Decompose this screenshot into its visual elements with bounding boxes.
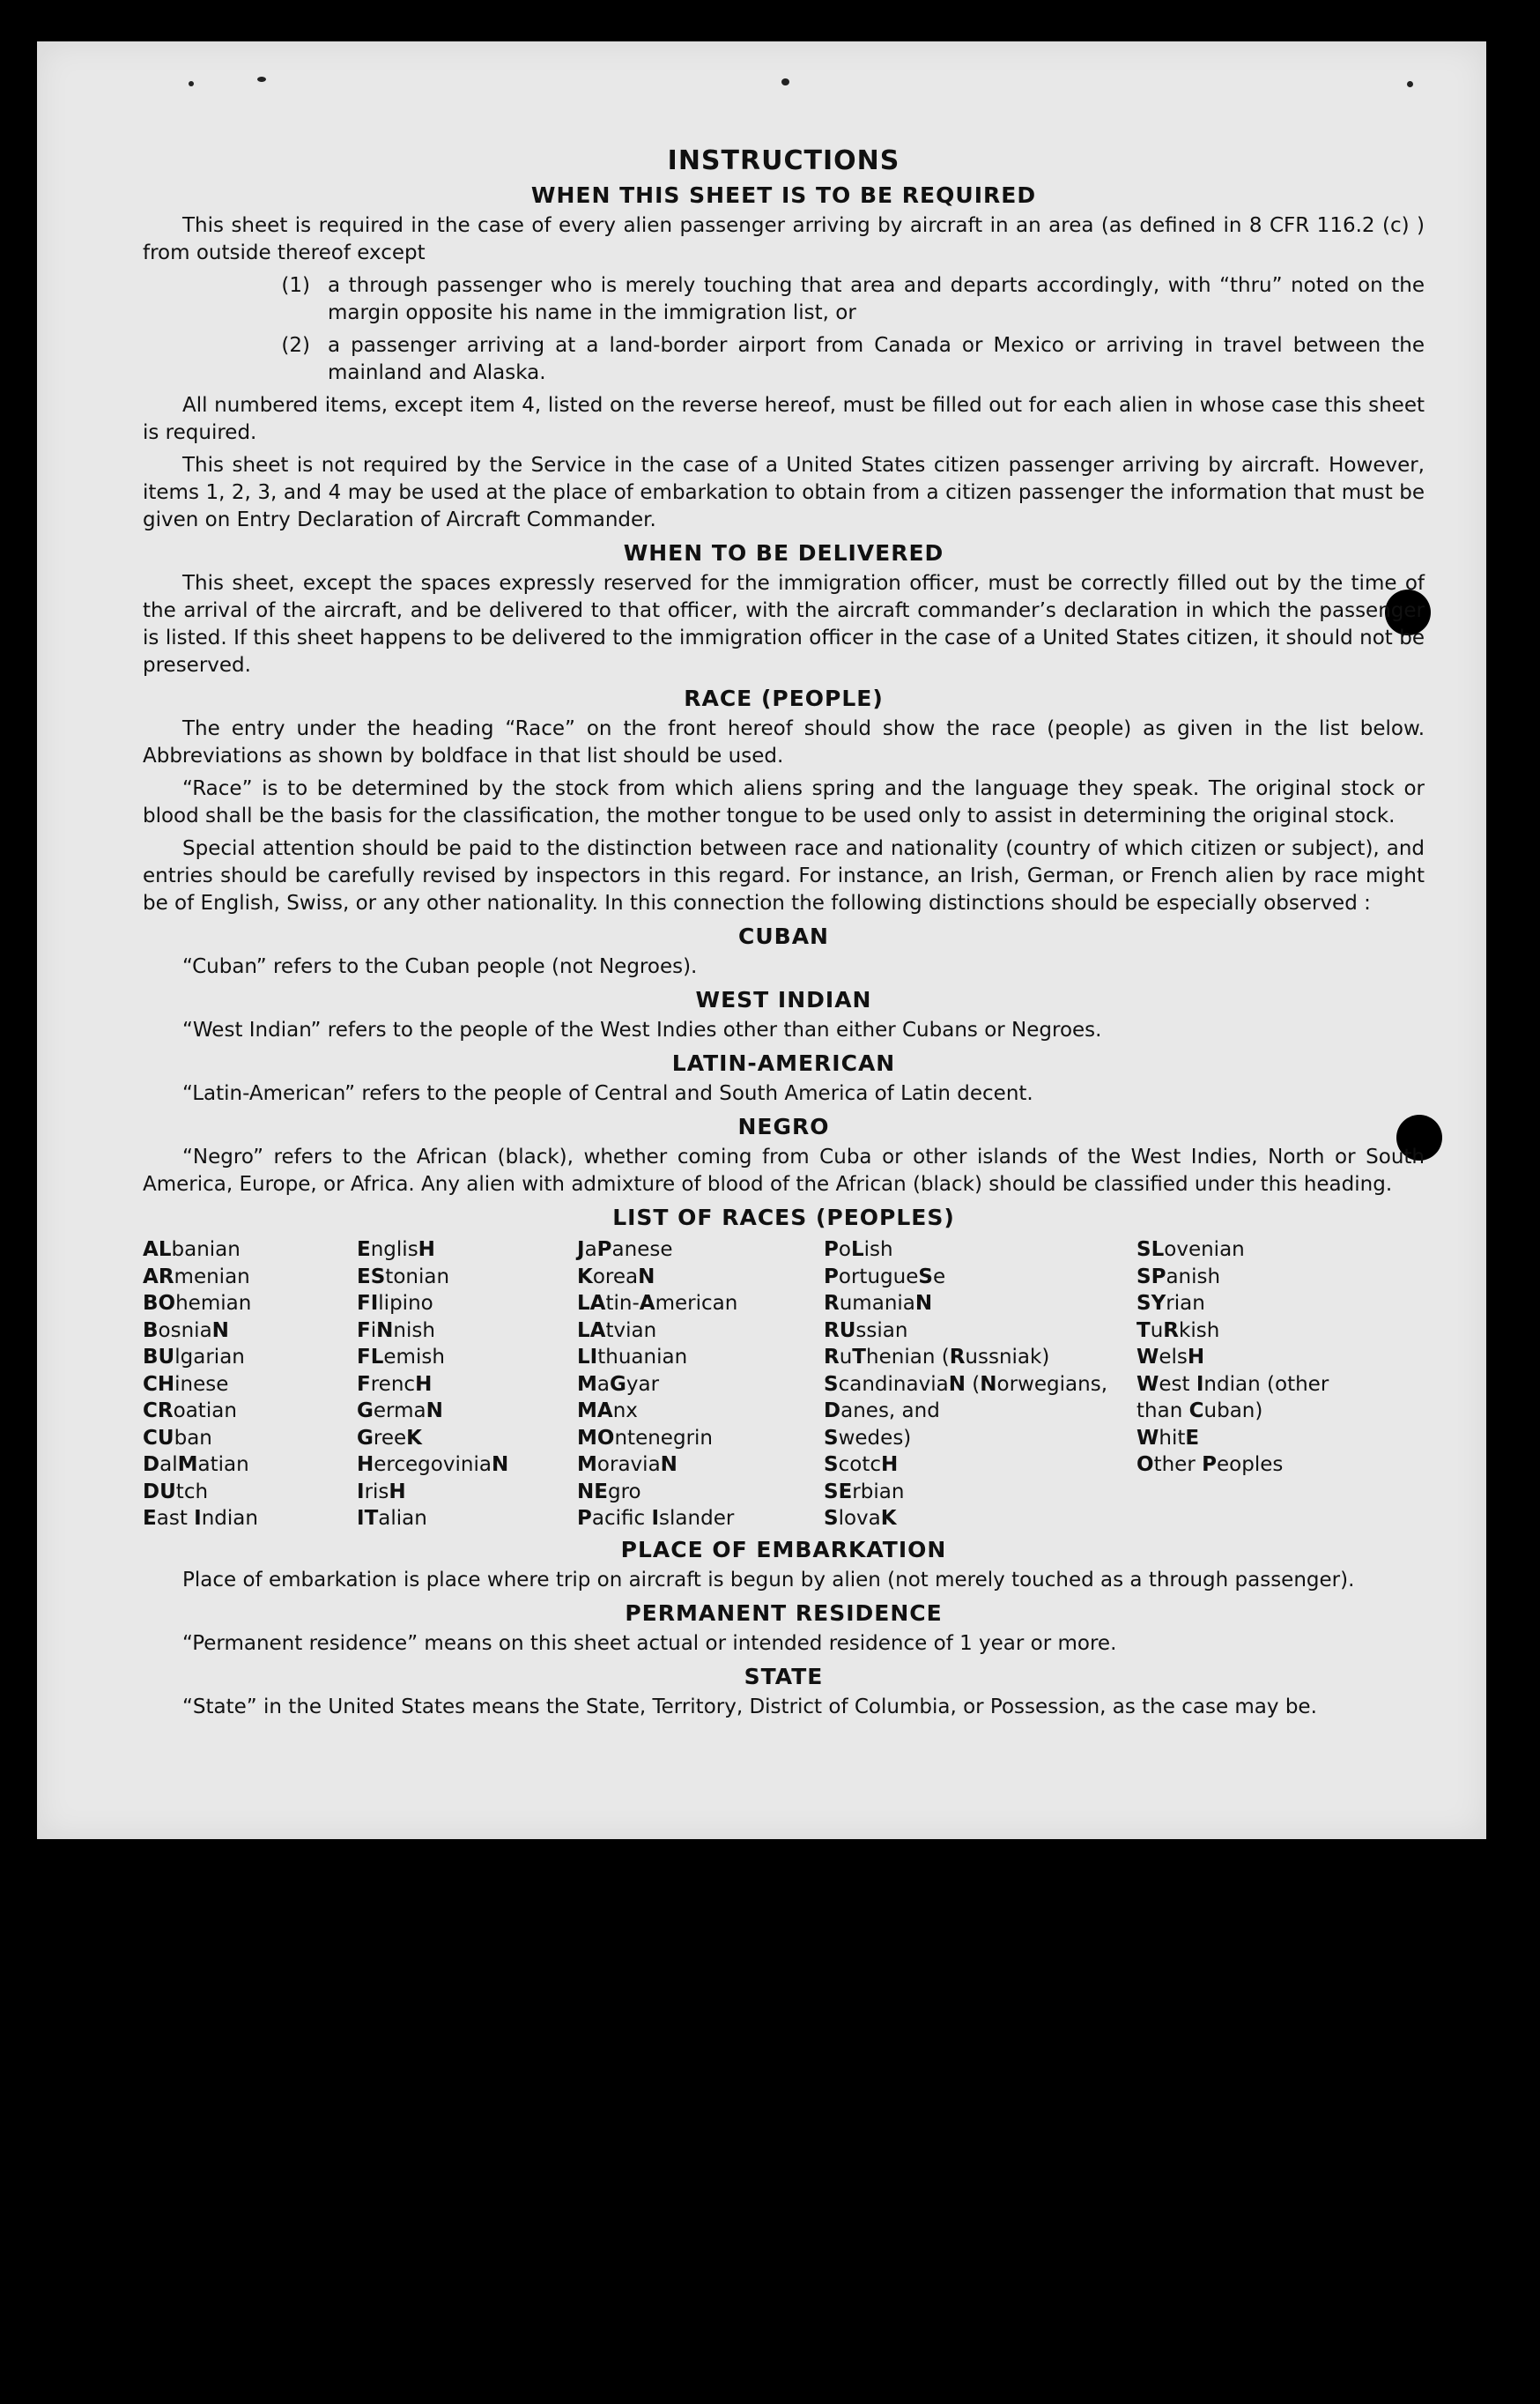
- race-entry: ARmenian: [143, 1265, 250, 1288]
- race-entry: JaPanese: [577, 1238, 673, 1261]
- race-entry: DUtch: [143, 1480, 209, 1503]
- race-entry: NEgro: [577, 1480, 641, 1503]
- race-entry: RuThenian (Russniak): [824, 1346, 1050, 1369]
- races-column: [1136, 1236, 1401, 1532]
- race-entry: ScandinaviaN (Norwegians,: [824, 1372, 1108, 1396]
- item-text: a through passenger who is merely touching that area and departs accordingly, with “thru” noted on the margin opposite his name in the immigration list, or: [328, 274, 1425, 324]
- race-entry: WhitE: [1136, 1426, 1200, 1450]
- race-para-3: Special attention should be paid to the distinction between race and nationality (country of which citizen or subject), and entries should be carefully revised by inspectors in this regard. For instance, an Irish, German, or French alien by race might be of English, Swiss, or any other nationality. In this connection the following distinctions should be especially observed :: [143, 837, 1425, 915]
- race-entry: TuRkish: [1136, 1318, 1220, 1342]
- race-entry: BOhemian: [143, 1292, 252, 1315]
- race-entry: KoreaN: [577, 1265, 655, 1288]
- west-indian-text: “West Indian” refers to the people of the West Indies other than either Cubans or Negroes.: [182, 1019, 1102, 1042]
- race-entry: EStonian: [357, 1265, 450, 1288]
- race-entry: PortugueSe: [824, 1265, 946, 1288]
- race-entry: MOntenegrin: [577, 1426, 713, 1450]
- embarkation-text: Place of embarkation is place where trip on aircraft is begun by alien (not merely touched as a through passenger).: [182, 1568, 1355, 1592]
- negro-text: “Negro” refers to the African (black), whether coming from Cuba or other islands of the West Indies, North or South America, Europe, or Africa. Any alien with admixture of blood of the African (black) should be classified under this heading.: [143, 1146, 1425, 1196]
- race-entry: Danes, and: [824, 1399, 940, 1422]
- required-para-2: All numbered items, except item 4, listed on the reverse hereof, must be filled out for each alien in whose case this sheet is required.: [143, 394, 1425, 444]
- race-entry: SlovaK: [824, 1507, 897, 1530]
- latin-american-text: “Latin-American” refers to the people of Central and South America of Latin decent.: [182, 1082, 1033, 1105]
- race-entry: PoLish: [824, 1238, 893, 1261]
- heading-west-indian: WEST INDIAN: [695, 987, 872, 1013]
- heading-race: RACE (PEOPLE): [684, 686, 884, 711]
- race-entry: ALbanian: [143, 1238, 241, 1261]
- heading-latin-american: LATIN-AMERICAN: [671, 1050, 896, 1076]
- speck: [1407, 81, 1413, 87]
- state-text: “State” in the United States means the State, Territory, District of Columbia, or Possession, as the case may be.: [182, 1695, 1317, 1718]
- races-column: [357, 1236, 577, 1532]
- race-entry: LAtvian: [577, 1318, 657, 1342]
- cuban-text: “Cuban” refers to the Cuban people (not Negroes).: [182, 955, 698, 978]
- race-para-2: “Race” is to be determined by the stock from which aliens spring and the language they speak. The original stock or blood shall be the basis for the classification, the mother tongue to be used only to assist in determining the original stock.: [143, 777, 1425, 827]
- race-entry: FLemish: [357, 1346, 445, 1369]
- race-entry: CHinese: [143, 1372, 229, 1396]
- race-entry: SErbian: [824, 1480, 905, 1503]
- race-entry: RUssian: [824, 1318, 908, 1342]
- races-column: [577, 1236, 824, 1532]
- delivered-text: This sheet, except the spaces expressly reserved for the immigration officer, must be correctly filled out by the time of the arrival of the aircraft, and be delivered to that officer, with the aircraft commander’s declaration in which the passenger is listed. If this sheet happens to be delivered to the immigration officer in the case of a United States citizen, it should not be preserved.: [143, 572, 1425, 677]
- race-entry: EnglisH: [357, 1238, 435, 1261]
- page-title: INSTRUCTIONS: [667, 145, 900, 176]
- item-text: a passenger arriving at a land-border airport from Canada or Mexico or arriving in travel between the mainland and Alaska.: [328, 334, 1425, 384]
- heading-list-of-races: LIST OF RACES (PEOPLES): [612, 1205, 955, 1230]
- race-para-1: The entry under the heading “Race” on the front hereof should show the race (people) as given in the list below. Abbreviations as shown by boldface in that list should be used.: [143, 717, 1425, 768]
- required-intro: This sheet is required in the case of every alien passenger arriving by aircraft in an area (as defined in 8 CFR 116.2 (c) ) from outside thereof except: [143, 214, 1425, 264]
- residence-text: “Permanent residence” means on this sheet actual or intended residence of 1 year or more.: [182, 1631, 1117, 1655]
- race-entry: WelsH: [1136, 1346, 1205, 1369]
- race-entry: HercegoviniaN: [357, 1453, 509, 1476]
- race-entry: ITalian: [357, 1507, 427, 1530]
- race-entry: FiNnish: [357, 1318, 435, 1342]
- race-entry: MaGyar: [577, 1372, 660, 1396]
- race-entry: BUlgarian: [143, 1346, 245, 1369]
- heading-when-delivered: WHEN TO BE DELIVERED: [623, 540, 944, 566]
- race-entry: BosniaN: [143, 1318, 229, 1342]
- race-entry: than Cuban): [1136, 1399, 1263, 1422]
- speck: [257, 77, 266, 82]
- item-number: (2): [281, 334, 310, 357]
- race-entry: East Indian: [143, 1507, 258, 1530]
- race-entry: RumaniaN: [824, 1292, 933, 1315]
- race-entry: SYrian: [1136, 1292, 1205, 1315]
- race-entry: SLovenian: [1136, 1238, 1245, 1261]
- heading-when-required: WHEN THIS SHEET IS TO BE REQUIRED: [530, 182, 1037, 208]
- race-entry: MAnx: [577, 1399, 638, 1422]
- race-entry: GreeK: [357, 1426, 422, 1450]
- item-number: (1): [281, 274, 310, 297]
- race-entry: SPanish: [1136, 1265, 1221, 1288]
- required-para-3: This sheet is not required by the Service in the case of a United States citizen passenger arriving by aircraft. However, items 1, 2, 3, and 4 may be used at the place of embarkation to obtain from a citizen passenger the information that must be given on Entry Declaration of Aircraft Commander.: [143, 454, 1425, 531]
- list-item: [143, 332, 1425, 387]
- list-item: [143, 272, 1425, 327]
- speck: [189, 81, 194, 86]
- heading-permanent-residence: PERMANENT RESIDENCE: [625, 1599, 943, 1626]
- race-entry: West Indian (other: [1136, 1372, 1329, 1396]
- document-sheet: [37, 41, 1486, 1839]
- race-entry: Pacifc Islander: [577, 1507, 735, 1530]
- races-column: [143, 1236, 357, 1532]
- heading-cuban: CUBAN: [738, 924, 829, 949]
- race-entry: Other Peoples: [1136, 1453, 1284, 1476]
- race-entry: LAtin-American: [577, 1292, 738, 1315]
- race-entry: IrisH: [357, 1480, 406, 1503]
- race-entry: LIthuanian: [577, 1346, 688, 1369]
- race-entry: CUban: [143, 1426, 212, 1450]
- race-entry: GermaN: [357, 1399, 443, 1422]
- race-entry: MoraviaN: [577, 1453, 677, 1476]
- races-table: [143, 1236, 1425, 1532]
- document-body: [143, 147, 1425, 1726]
- speck: [781, 78, 789, 85]
- heading-place-of-embarkation: PLACE OF EMBARKATION: [620, 1536, 947, 1562]
- races-column: [824, 1236, 1136, 1532]
- race-entry: FrencH: [357, 1372, 433, 1396]
- heading-state: STATE: [744, 1663, 824, 1689]
- heading-negro: NEGRO: [737, 1114, 830, 1139]
- race-entry: ScotcH: [824, 1453, 899, 1476]
- race-entry: FIlipino: [357, 1292, 433, 1315]
- race-entry: Swedes): [824, 1426, 912, 1450]
- race-entry: CRoatian: [143, 1399, 237, 1422]
- race-entry: DalMatian: [143, 1453, 249, 1476]
